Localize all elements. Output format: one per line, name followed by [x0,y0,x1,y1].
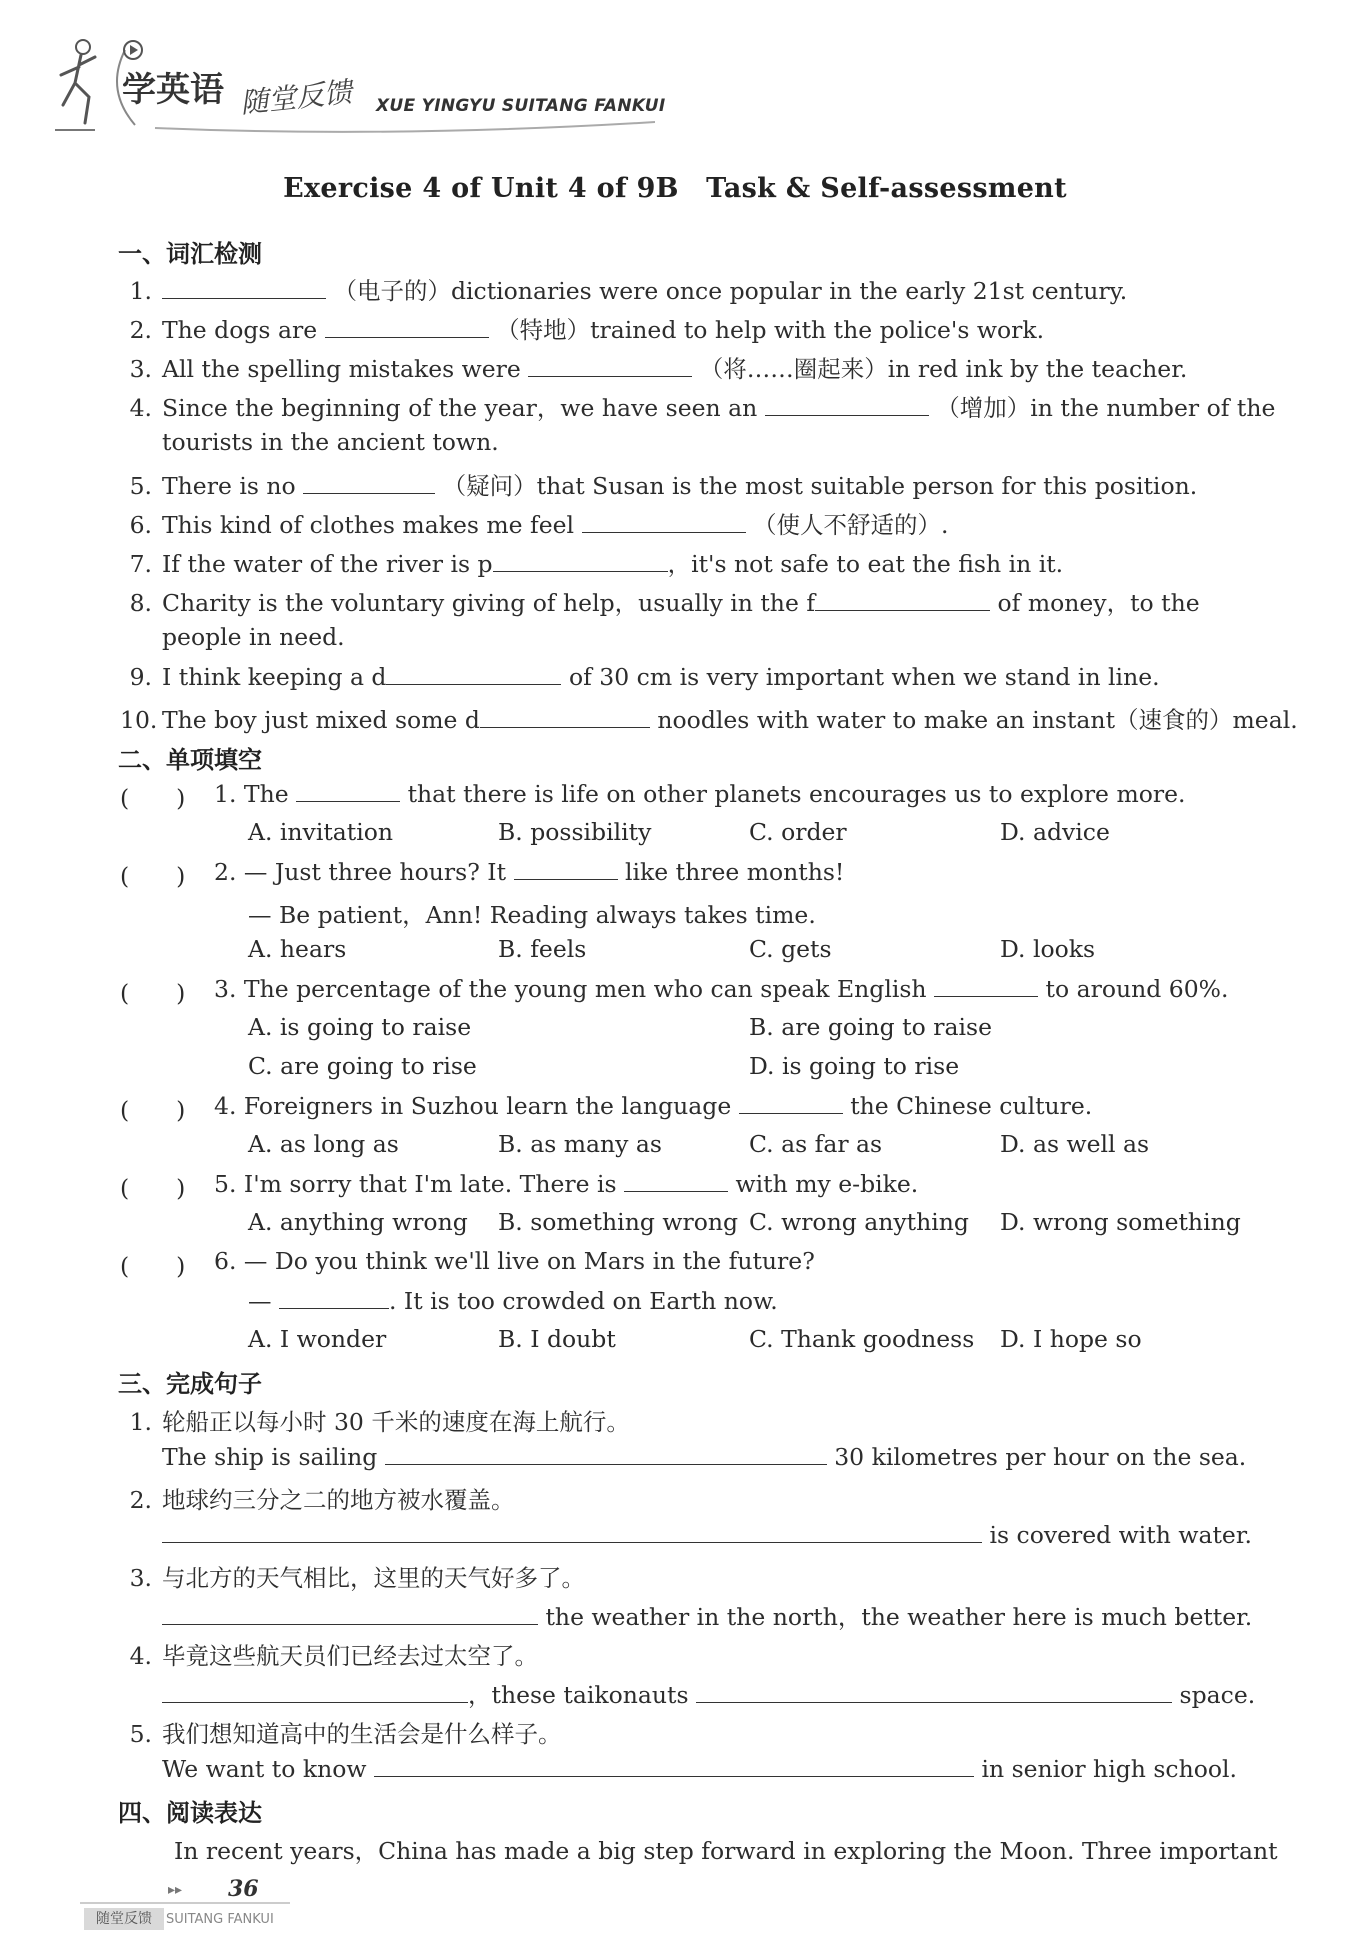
mc-3-option-b[interactable]: B. are going to raise [749,1013,992,1041]
sentence-5-english: We want to know in senior high school. [162,1755,1237,1783]
mc-5-option-a[interactable]: A. anything wrong [248,1208,468,1236]
vocab-item-8-cont: people in need. [162,623,345,651]
answer-blank[interactable] [386,662,561,685]
answer-blank[interactable] [162,1680,468,1703]
sentence-2-chinese: 2. 地球约三分之二的地方被水覆盖。 [129,1486,515,1514]
mc-question-6-reply: — . It is too crowded on Earth now. [248,1287,778,1315]
answer-parentheses[interactable]: ( ) [120,784,186,812]
mc-1-option-c[interactable]: C. order [749,818,847,846]
mc-5-option-c[interactable]: C. wrong anything [749,1208,969,1236]
answer-blank[interactable] [480,705,650,728]
vocab-item-5: 5. There is no （疑问）that Susan is the most suitable person for this position. [129,472,1198,500]
answer-blank[interactable] [162,276,326,299]
mc-6-option-a[interactable]: A. I wonder [248,1325,387,1353]
answer-blank[interactable] [528,354,692,377]
header-logo-subtext: 随堂反馈 [238,75,354,120]
vocab-item-1: 1. （电子的）dictionaries were once popular in the early 21st century. [129,277,1128,305]
mc-3-option-c[interactable]: C. are going to rise [248,1052,477,1080]
vocab-item-6: 6. This kind of clothes makes me feel （使人不舒适的）. [129,511,949,539]
mc-question-2-reply: — Be patient，Ann! Reading always takes time. [248,901,816,929]
mc-3-option-a[interactable]: A. is going to raise [248,1013,472,1041]
answer-blank[interactable] [162,1602,538,1625]
page-arrow-icon: ▸▸ [168,1882,183,1898]
mc-4-option-a[interactable]: A. as long as [248,1130,399,1158]
mc-2-option-d[interactable]: D. looks [1000,935,1096,963]
vocab-item-3: 3. All the spelling mistakes were （将……圈起来）in red ink by the teacher. [129,355,1188,383]
answer-blank[interactable] [325,315,489,338]
mc-4-option-c[interactable]: C. as far as [749,1130,883,1158]
section-heading-multiple-choice: 二、单项填空 [118,746,262,774]
footer-brand-tag: 随堂反馈 [84,1908,164,1930]
vocab-item-9: 9. I think keeping a d of 30 cm is very important when we stand in line. [129,663,1160,691]
mc-5-option-b[interactable]: B. something wrong [498,1208,739,1236]
answer-blank[interactable] [385,1442,827,1465]
answer-blank[interactable] [765,393,929,416]
vocab-item-7: 7. If the water of the river is p ，it's not safe to eat the fish in it. [129,550,1064,578]
sentence-3-chinese: 3. 与北方的天气相比，这里的天气好多了。 [129,1564,585,1592]
mc-4-option-d[interactable]: D. as well as [1000,1130,1150,1158]
vocab-item-10: 10. The boy just mixed some d noodles with water to make an instant（速食的）meal. [120,706,1298,734]
sentence-4-english: ，these taikonauts space. [162,1676,1255,1710]
answer-parentheses[interactable]: ( ) [120,979,186,1007]
footer-brand-pinyin: SUITANG FANKUI [166,1912,274,1927]
mc-1-option-d[interactable]: D. advice [1000,818,1110,846]
answer-blank[interactable] [374,1754,974,1777]
mc-6-option-b[interactable]: B. I doubt [498,1325,616,1353]
sentence-1-english: The ship is sailing 30 kilometres per hour on the sea. [162,1443,1247,1471]
section-heading-complete-sentences: 三、完成句子 [118,1370,262,1398]
reading-passage: In recent years，China has made a big step forward in exploring the Moon. Three important [174,1837,1278,1865]
sentence-4-chinese: 4. 毕竟这些航天员们已经去过太空了。 [129,1642,538,1670]
answer-blank [279,1286,389,1309]
vocab-item-4-cont: tourists in the ancient town. [162,428,499,456]
mc-1-option-b[interactable]: B. possibility [498,818,652,846]
mc-question-6: 6. — Do you think we'll live on Mars in the future? [214,1247,815,1275]
mc-2-option-b[interactable]: B. feels [498,935,587,963]
mc-6-option-d[interactable]: D. I hope so [1000,1325,1142,1353]
mc-4-option-b[interactable]: B. as many as [498,1130,662,1158]
mc-1-option-a[interactable]: A. invitation [248,818,394,846]
section-heading-vocab: 一、词汇检测 [118,240,262,268]
sentence-3-english: the weather in the north，the weather here is much better. [162,1598,1252,1632]
mc-2-option-c[interactable]: C. gets [749,935,832,963]
footer-divider [80,1902,290,1904]
page-number: 36 [228,1876,259,1902]
answer-parentheses[interactable]: ( ) [120,862,186,890]
answer-blank [624,1169,728,1192]
answer-blank [514,857,618,880]
page-title: Exercise 4 of Unit 4 of 9B Task & Self-assessment [283,173,1067,204]
mc-question-3: 3. The percentage of the young men who can speak English to around 60%. [214,975,1229,1003]
mc-question-5: 5. I'm sorry that I'm late. There is with my e-bike. [214,1170,919,1198]
answer-blank[interactable] [815,588,990,611]
answer-blank[interactable] [582,510,746,533]
vocab-item-2: 2. The dogs are （特地）trained to help with the police's work. [129,316,1045,344]
mc-question-1: 1. The that there is life on other planets encourages us to explore more. [214,780,1186,808]
answer-parentheses[interactable]: ( ) [120,1174,186,1202]
answer-blank[interactable] [162,1520,982,1543]
answer-blank[interactable] [696,1680,1172,1703]
answer-blank[interactable] [303,471,435,494]
answer-blank [739,1091,843,1114]
mc-question-2: 2. — Just three hours? It like three months! [214,858,845,886]
answer-blank [934,974,1038,997]
sentence-5-chinese: 5. 我们想知道高中的生活会是什么样子。 [129,1720,562,1748]
sentence-2-english: is covered with water. [162,1520,1252,1549]
header-logo-pinyin: XUE YINGYU SUITANG FANKUI [376,96,666,116]
vocab-item-8: 8. Charity is the voluntary giving of help，usually in the f of money，to the [129,589,1200,617]
answer-parentheses[interactable]: ( ) [120,1096,186,1124]
mc-2-option-a[interactable]: A. hears [248,935,347,963]
answer-parentheses[interactable]: ( ) [120,1252,186,1280]
answer-blank[interactable] [493,549,668,572]
answer-blank [296,779,400,802]
section-heading-reading: 四、阅读表达 [118,1799,262,1827]
vocab-item-4: 4. Since the beginning of the year，we have seen an （增加）in the number of the [129,394,1276,422]
header-logo-text: 学英语 [122,70,224,110]
mc-5-option-d[interactable]: D. wrong something [1000,1208,1241,1236]
mc-6-option-c[interactable]: C. Thank goodness [749,1325,975,1353]
sentence-1-chinese: 1. 轮船正以每小时 30 千米的速度在海上航行。 [129,1408,630,1436]
mc-3-option-d[interactable]: D. is going to rise [749,1052,960,1080]
mc-question-4: 4. Foreigners in Suzhou learn the language the Chinese culture. [214,1092,1093,1120]
